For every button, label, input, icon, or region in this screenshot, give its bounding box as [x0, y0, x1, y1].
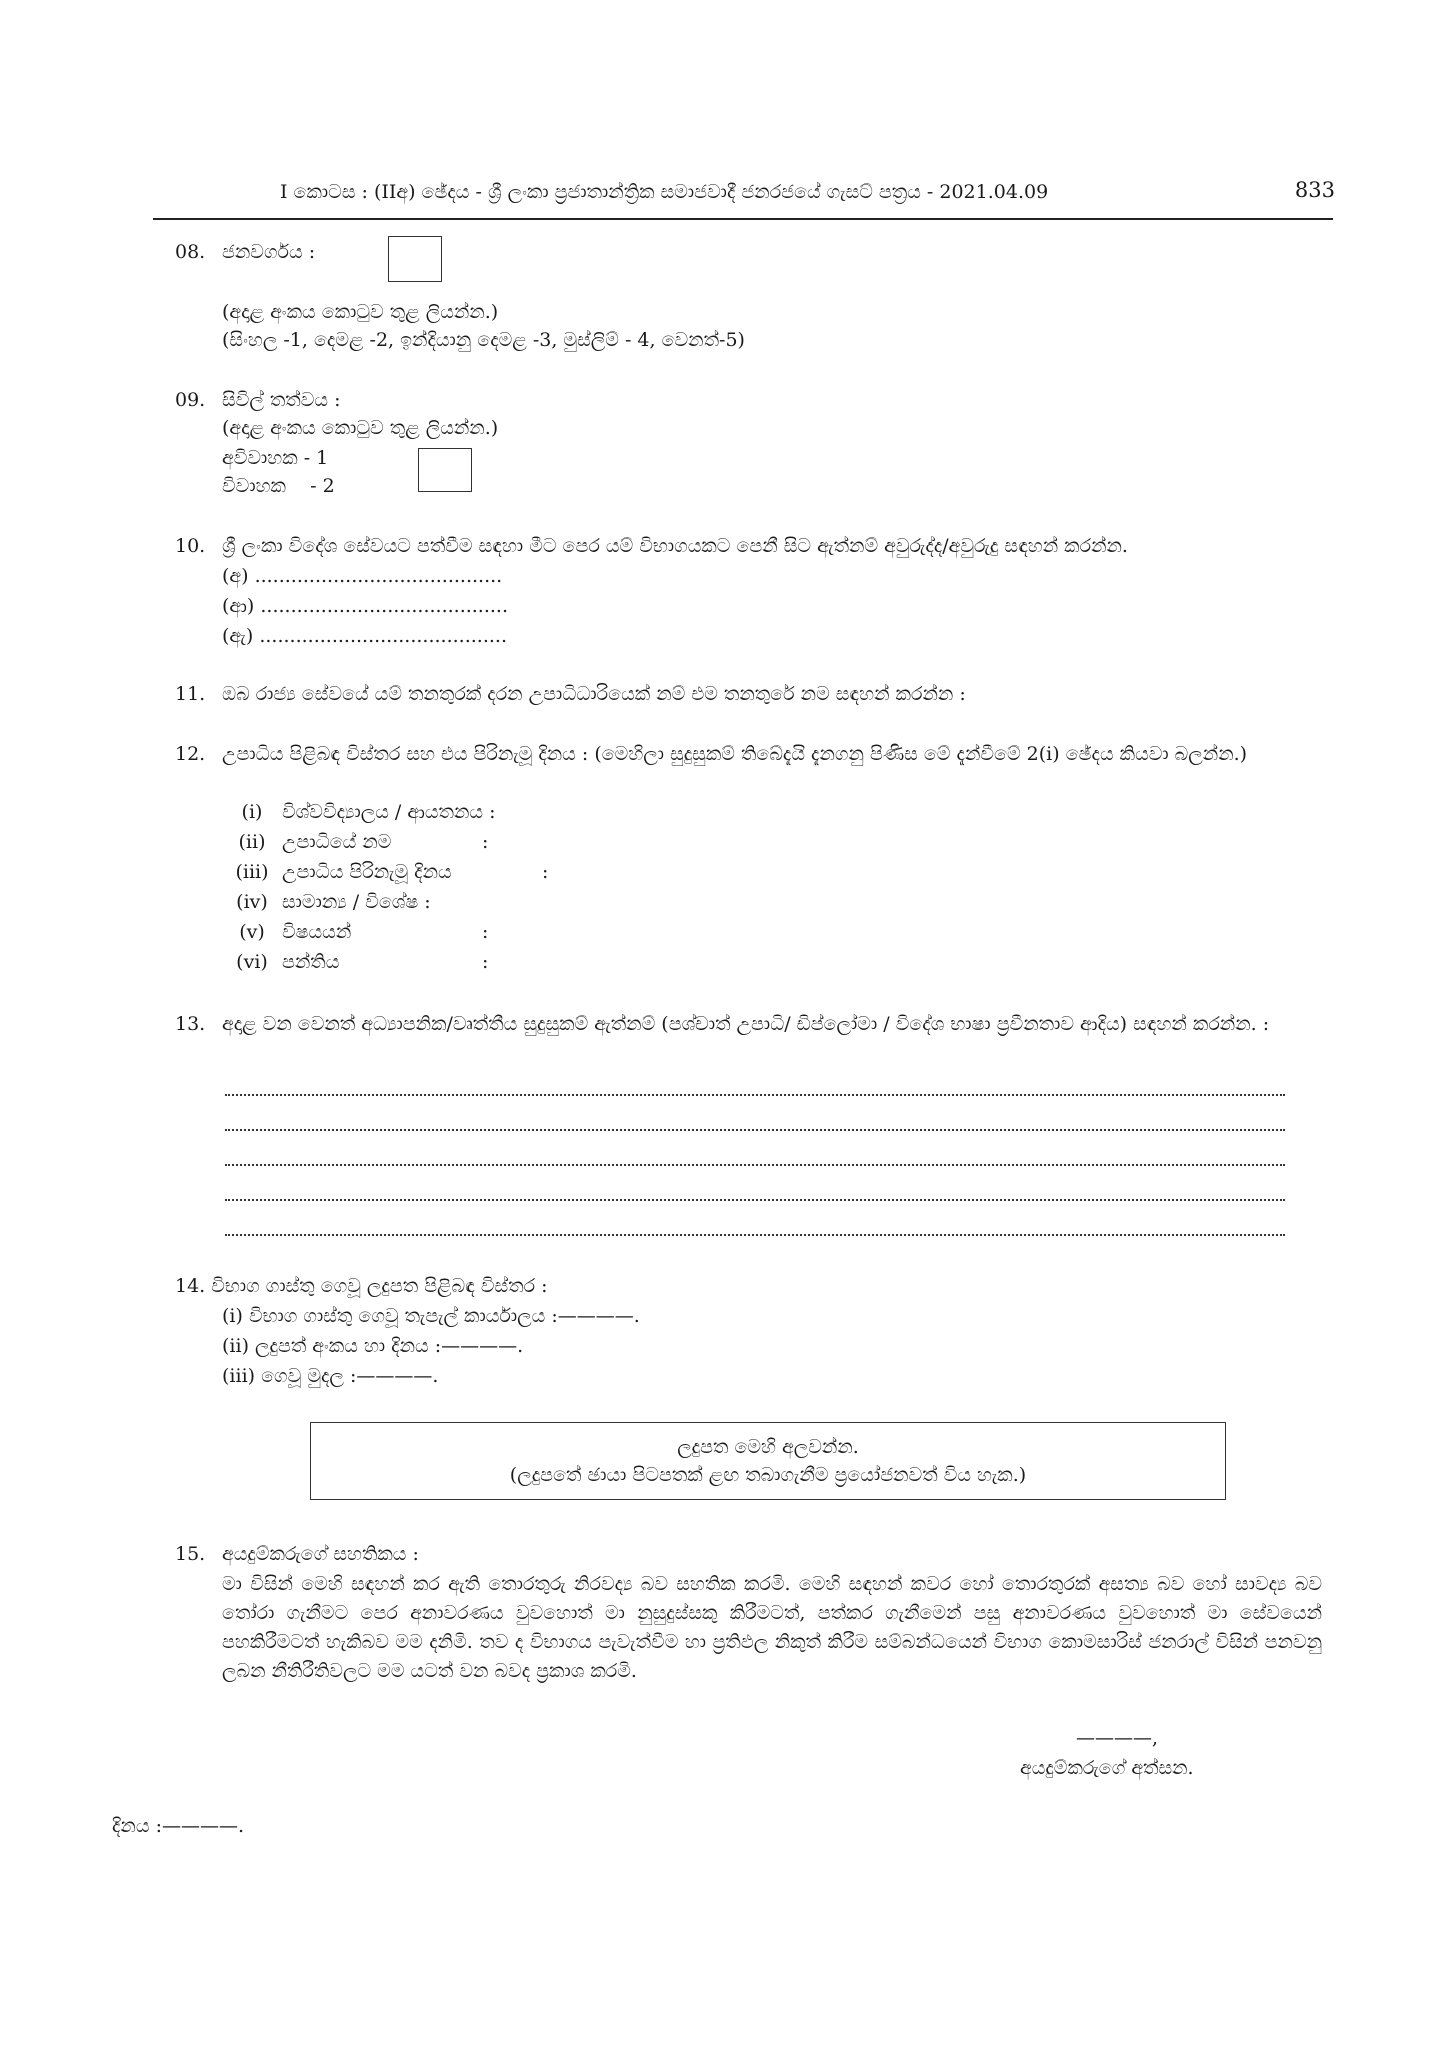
q12-text: උපාධිය පිළිබඳ විස්තර සහ එය පිරිනැමූ දිනය : (මෙහිලා සුදුසුකම් තිබේදැයි දැනගනු පිණිස මේ දැන්වීමේ 2(i) ඡේදය කියවා බලන්න.) [222, 743, 1248, 765]
q13-answer-line[interactable] [225, 1068, 1285, 1096]
q11-text: ඔබ රාජ්‍ය සේවයේ යම් තනතුරක් දරන උපාධිධාරියෙක් නම් එම තනතුරේ නම සඳහන් කරන්න : [222, 683, 966, 705]
q12-item-number: (v) [239, 921, 265, 943]
q12-item-label: උපාධිය පිරිනැමූ දිනය [282, 861, 452, 883]
q11-number: 11. [175, 683, 206, 705]
q14-post-office[interactable]: (i) විභාග ගාස්තු ගෙවූ තැපැල් කාර්යාලය :————. [222, 1305, 640, 1327]
q13-answer-line[interactable] [225, 1103, 1285, 1131]
q12-item-label: උපාධියේ නම [282, 831, 392, 853]
q12-item-number: (iii) [235, 861, 269, 883]
q10-item-a[interactable]: (අ) ......................................... [222, 565, 503, 587]
date-field[interactable]: දිනය :————. [112, 1815, 245, 1837]
q12-item [222, 798, 512, 826]
q13-answer-line[interactable] [225, 1173, 1285, 1201]
q08-answer-box[interactable] [388, 236, 442, 282]
q10-number: 10. [175, 535, 206, 557]
q08-number: 08. [175, 241, 206, 263]
q14-label: 14. විභාග ගාස්තු ගෙවූ ලදුපත පිළිබඳ විස්තර : [175, 1275, 548, 1297]
q10-item-aa[interactable]: (ආ) ......................................... [222, 595, 509, 617]
signature-label: අයදුම්කරුගේ අත්සන. [1020, 1757, 1194, 1779]
q12-item [222, 828, 488, 856]
q12-item [222, 888, 512, 916]
gazette-header: I කොටස : (IIඅ) ඡේදය - ශ්‍රී ලංකා ප්‍රජාතාන්ත්‍රික සමාජවාදී ජනරජයේ ගැසට් පත්‍රය - 2021.04.09 [280, 181, 1049, 203]
q12-item-number: (vi) [236, 951, 268, 973]
receipt-box-line1: ලදුපත මෙහි අලවන්න. [677, 1436, 859, 1458]
q14-receipt-number-date[interactable]: (ii) ලදුපත් අංකය හා දිනය :————. [222, 1335, 524, 1357]
q12-item-number: (ii) [238, 831, 266, 853]
q12-item-number: (iv) [236, 891, 268, 913]
page-number: 833 [1294, 178, 1335, 202]
q12-number: 12. [175, 743, 206, 765]
q14-amount-paid[interactable]: (iii) ගෙවූ මුදල :————. [222, 1365, 439, 1387]
q08-options: (සිංහල -1, දෙමළ -2, ඉන්දියානු දෙමළ -3, මුස්ලිම් - 4, වෙනත්-5) [222, 329, 745, 351]
q12-item-label: සාමාන්‍ය / විශේෂ : [282, 891, 431, 913]
q12-item [222, 858, 548, 886]
signature-line[interactable]: ————, [1076, 1727, 1159, 1749]
q08-note: (අදාළ අංකය කොටුව තුළ ලියන්න.) [222, 301, 499, 323]
receipt-paste-box [310, 1422, 1226, 1500]
q12-item-label: පන්තිය [282, 951, 340, 973]
q15-number: 15. [175, 1543, 206, 1565]
q08-label: ජනවර්ගය : [222, 241, 316, 263]
q09-option-unmarried: අවිවාහක - 1 [222, 447, 329, 469]
q10-text: ශ්‍රී ලංකා විදේශ සේවයට පත්වීම සඳහා මීට පෙර යම් විභාගයකට පෙනී සිට ඇත්නම් අවුරුද්ද/අවුරුදු සඳහන් කරන්න. [222, 535, 1128, 557]
q09-note: (අදාළ අංකය කොටුව තුළ ලියන්න.) [222, 417, 499, 439]
q12-item [222, 918, 488, 946]
q12-item-colon: : [482, 951, 489, 973]
q09-label: සිවිල් තත්වය : [222, 389, 341, 411]
receipt-box-line2: (ලදුපතේ ඡායා පිටපතක් ළඟ තබාගැනීම ප්‍රයෝජනවත් විය හැක.) [509, 1464, 1027, 1486]
q13-text: අදාළ වන වෙනත් අධ්‍යාපනික/වෘත්තීය සුදුසුකම් ඇත්නම් (පශ්චාත් උපාධි/ ඩිප්ලෝමා / විදේශ භාෂා ප්‍රවීනතාව ආදිය) සඳහන් කරන්න. : [222, 1013, 1270, 1035]
q12-item-colon: : [482, 831, 489, 853]
header-rule [153, 218, 1333, 220]
q12-item-number: (i) [241, 801, 263, 823]
q12-item-colon: : [482, 921, 489, 943]
q15-declaration-text: මා විසින් මෙහි සඳහන් කර ඇති තොරතුරු නිරවද්‍ය බව සහතික කරමි. මෙහි සඳහන් කවර හෝ තොරතුරක් අසත්‍ය බව හෝ සාවද්‍ය බව තෝරා ගැනීමට පෙර අනාවරණය වුවහොත් මා නුසුදුස්සකු කිරීමටත්, පත්කර ගැනීමෙන් පසු අනාවරණය වුවහොත් මා සේවයෙන් පහකිරීමටත් හැකිබව මම දනිමි. තව ද විභාගය පැවැත්වීම හා ප්‍රතිඵල නිකුත් කිරීම සම්බන්ධයෙන් විභාග කොමසාරිස් ජනරාල් විසින් පනවනු ලබන නීතිරීතිවලට මම යටත් වන බවද ප්‍රකාශ කරමි. [222, 1573, 1322, 1682]
q12-item-label: විෂයයන් [282, 921, 352, 943]
q09-number: 09. [175, 389, 206, 411]
q12-item [222, 948, 488, 976]
q10-item-ae[interactable]: (ඇ) ......................................... [222, 625, 507, 647]
q09-option-married: විවාහක - 2 [222, 475, 335, 497]
q13-answer-line[interactable] [225, 1138, 1285, 1166]
q13-answer-line[interactable] [225, 1208, 1285, 1236]
q12-item-label: විශ්වවිද්‍යාලය / ආයතනය : [282, 801, 496, 823]
q09-answer-box[interactable] [418, 448, 472, 492]
q12-item-colon: : [542, 861, 549, 883]
q13-number: 13. [175, 1013, 206, 1035]
q15-label: අයදුම්කරුගේ සහතිකය : [222, 1543, 419, 1565]
